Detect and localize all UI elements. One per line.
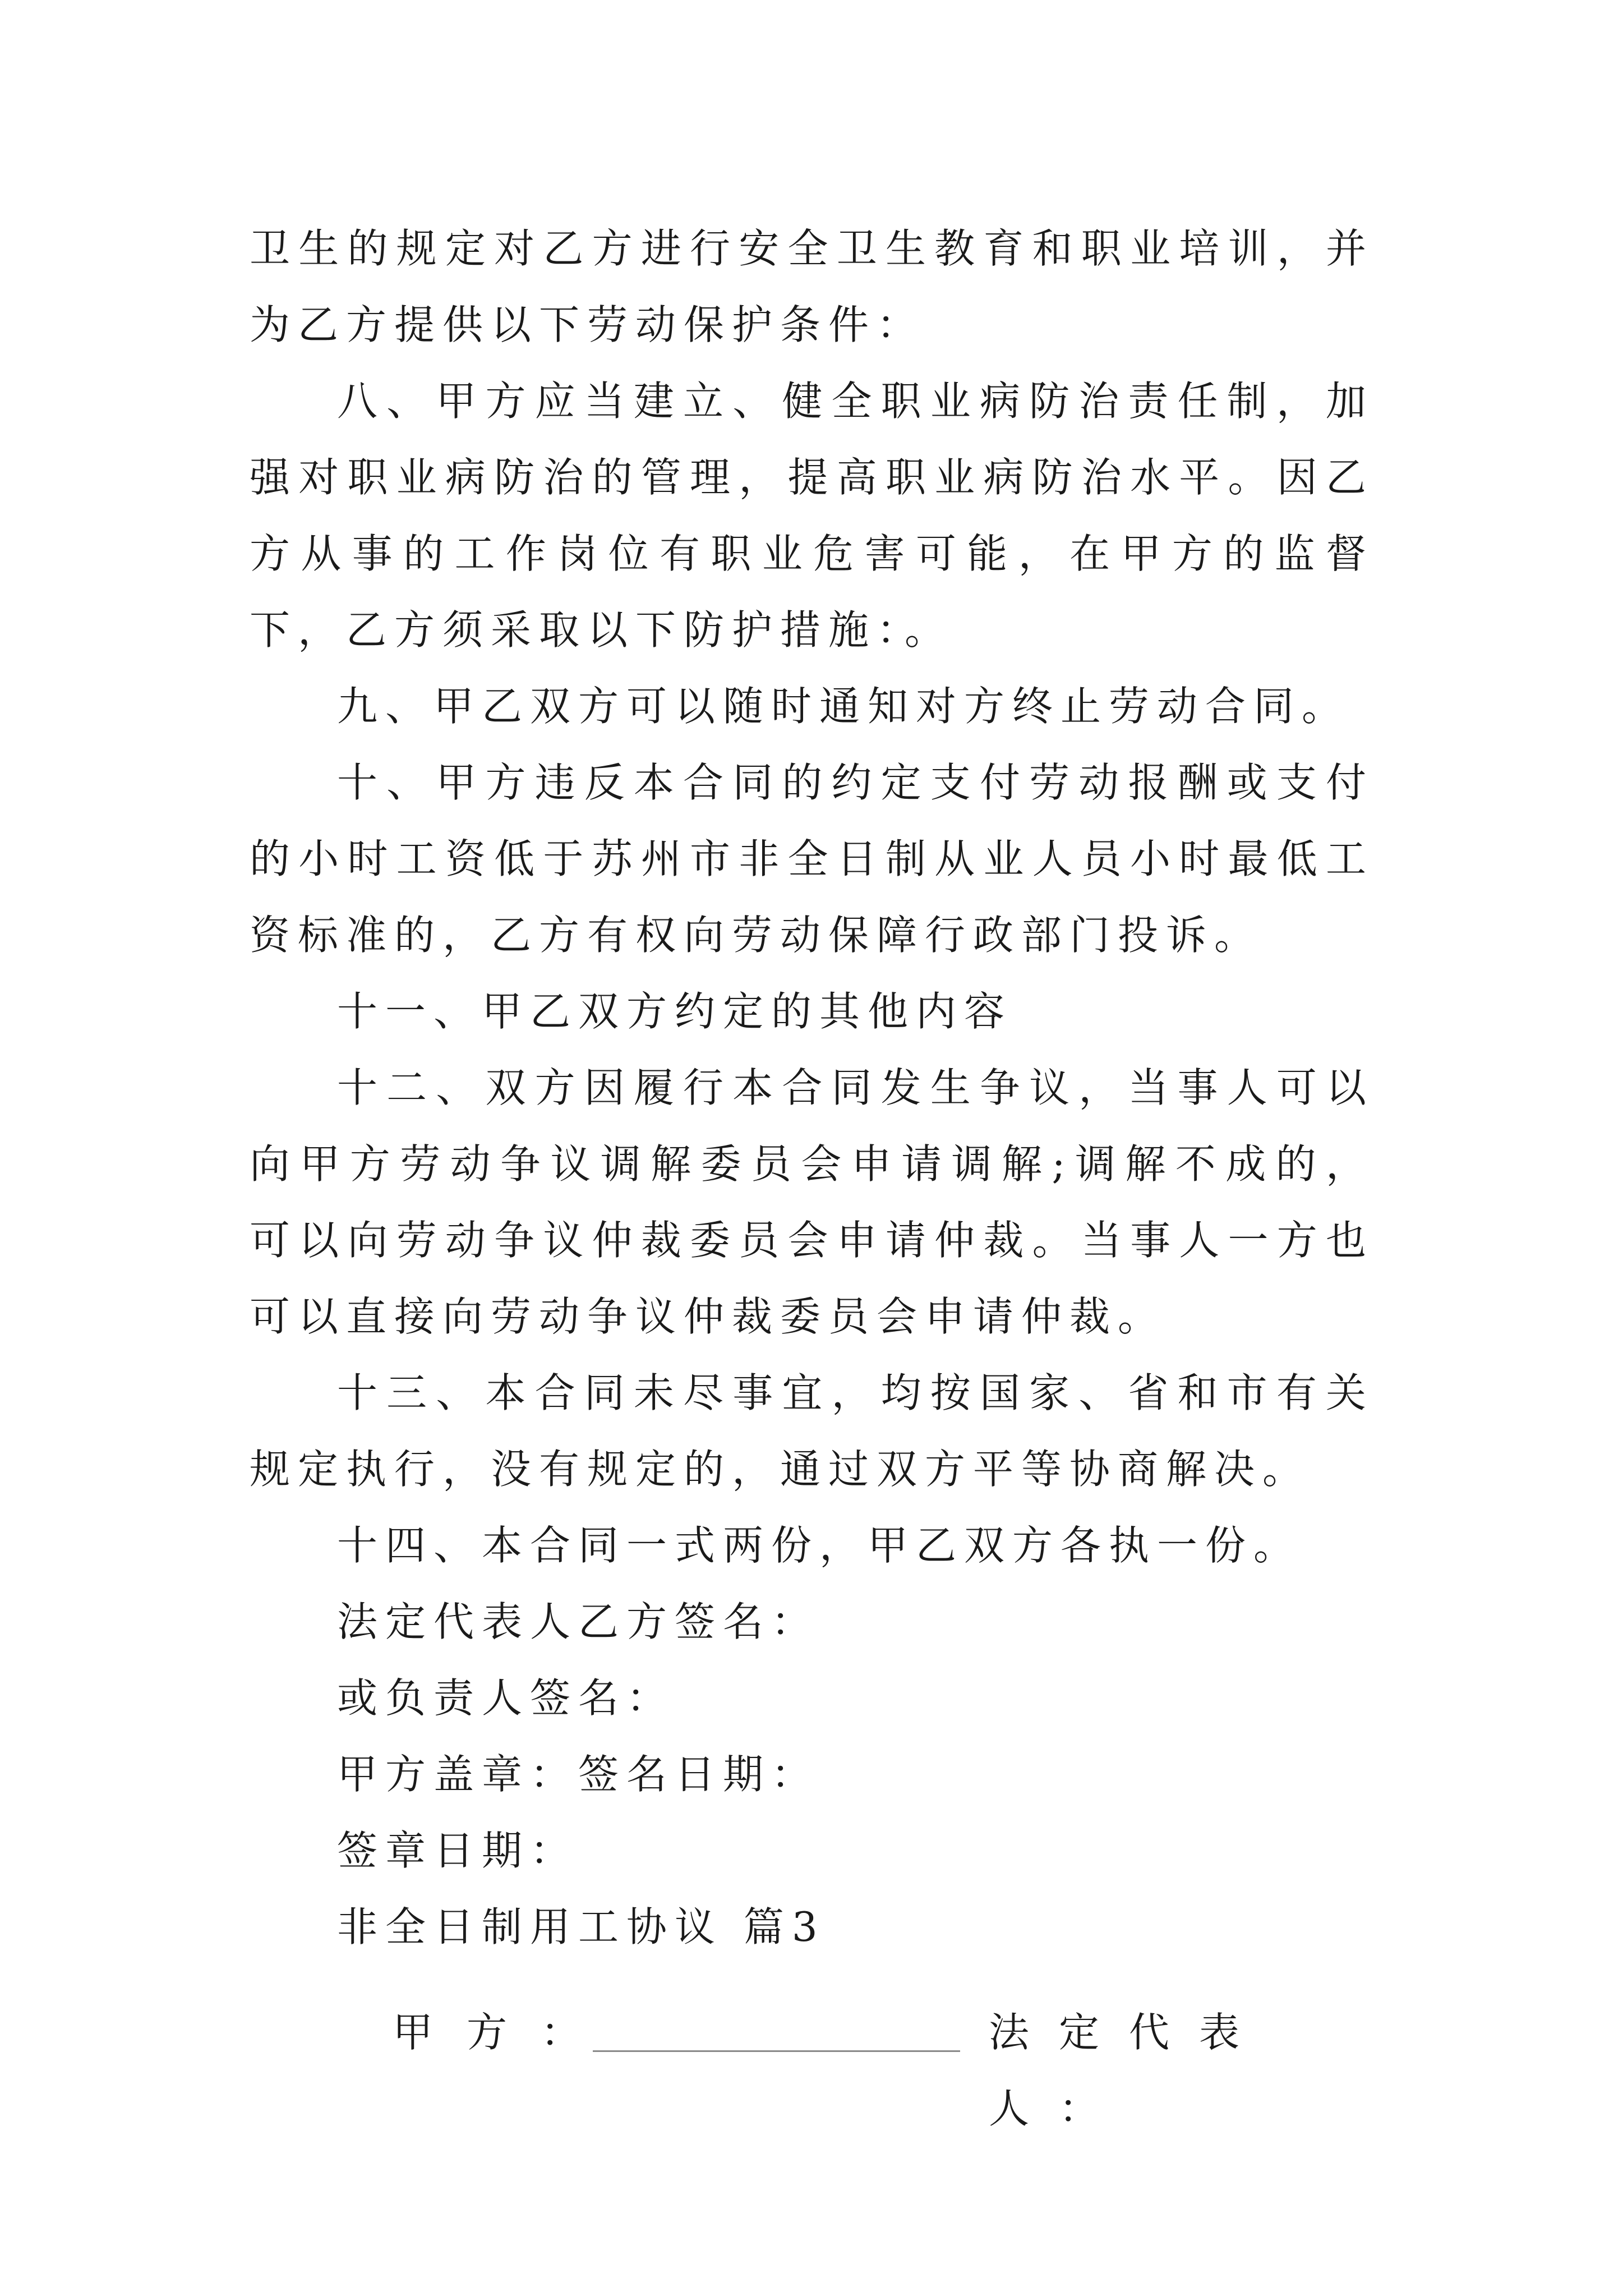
responsible-person-signature-line: 或负责人签名： [337,1674,675,1722]
clause-14-copies: 十四、本合同一式两份，甲乙双方各执一份。 [337,1522,1302,1569]
clause-13-unresolved-matters: 十三、本合同未尽事宜，均按国家、省和市有关规定执行，没有规定的，通过双方平等协商解决。 [250,1369,1374,1493]
paragraph-safety-training: 卫生的规定对乙方进行安全卫生教育和职业培训，并为乙方提供以下劳动保护条件： [250,225,1374,348]
party-a-blank-line [593,2050,960,2052]
legal-rep-signature-line: 法定代表人乙方签名： [337,1598,820,1645]
document-body [250,210,1374,2132]
clause-12-dispute-resolution: 十二、双方因履行本合同发生争议，当事人可以向甲方劳动争议调解委员会申请调解;调解不成的，可以向劳动争议仲裁委员会申请仲裁。当事人一方也可以直接向劳动争议仲裁委员会申请仲裁。 [250,1064,1374,1340]
legal-representative-label: 法定代表人： [989,2009,1270,2132]
clause-11-other-content: 十一、甲乙双方约定的其他内容 [337,988,1013,1035]
clause-10-wage-complaint: 十、甲方违反本合同的约定支付劳动报酬或支付的小时工资低于苏州市非全日制从业人员小时最低工资标准的，乙方有权向劳动保障行政部门投诉。 [250,759,1374,959]
party-info-row [250,1994,1374,2132]
clause-9-termination: 九、甲乙双方可以随时通知对方终止劳动合同。 [337,683,1350,730]
section-title-part-3: 非全日制用工协议 篇3 [337,1903,826,1950]
party-a-label: 甲方： [393,2009,615,2056]
clause-8-occupational-disease: 八、甲方应当建立、健全职业病防治责任制，加强对职业病防治的管理，提高职业病防治水平。因乙方从事的工作岗位有职业危害可能，在甲方的监督下，乙方须采取以下防护措施：。 [250,378,1374,654]
party-a-seal-date-line: 甲方盖章：签名日期： [337,1751,820,1798]
seal-date-line: 签章日期： [337,1827,579,1874]
